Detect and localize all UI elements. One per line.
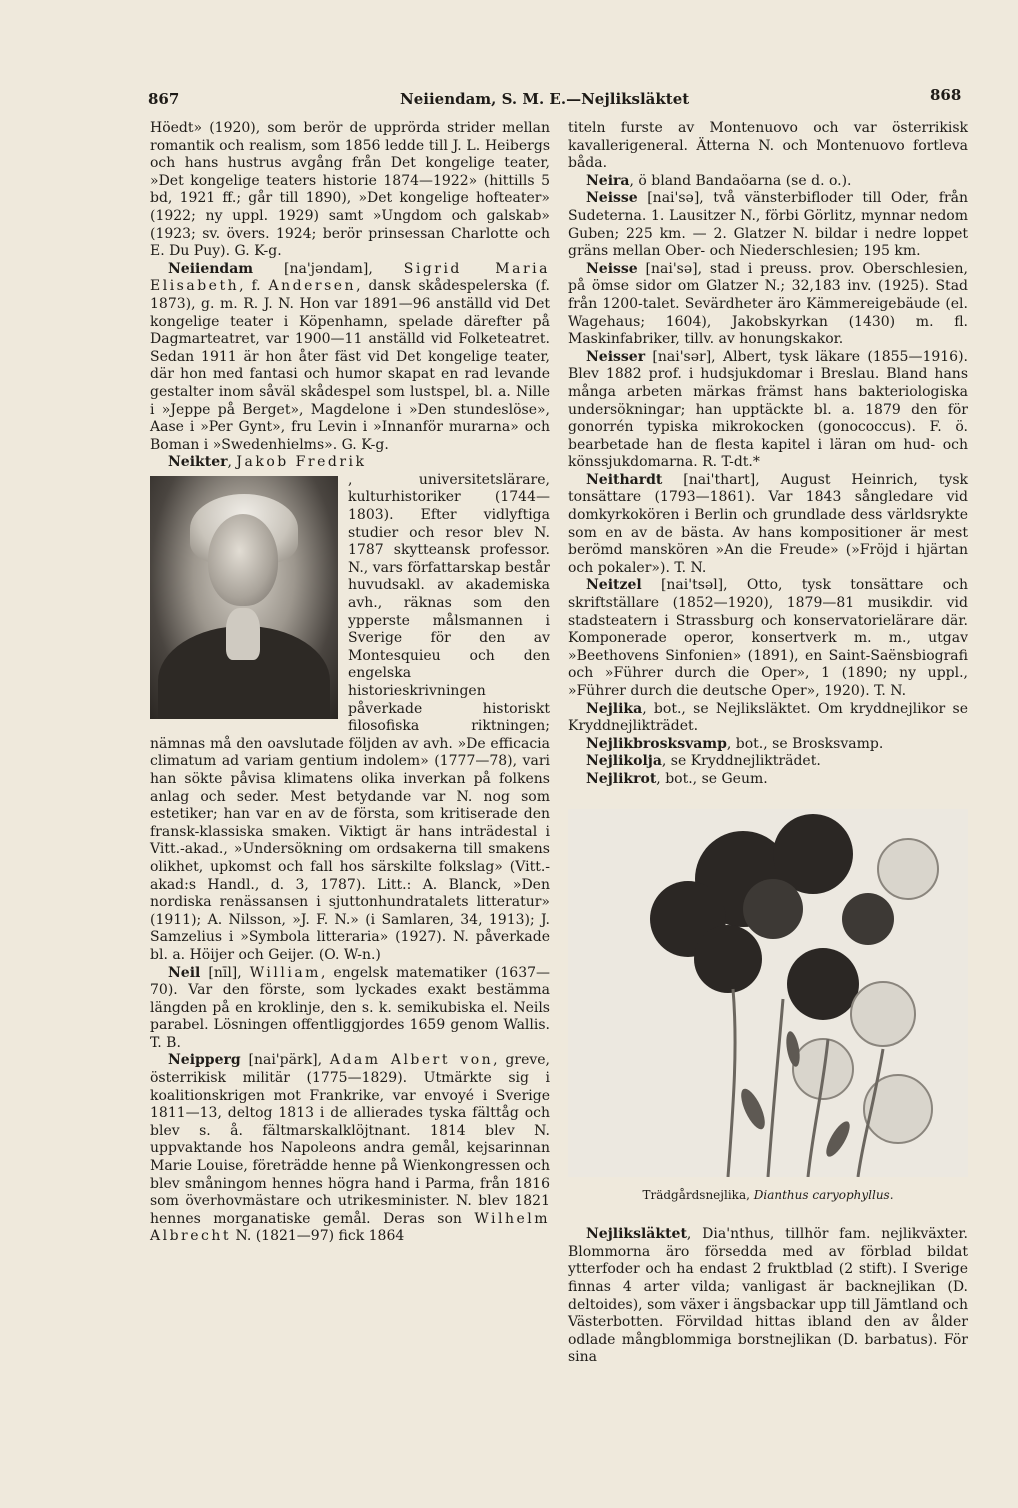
right-page-number: 868 (930, 86, 962, 104)
entry-text: , f. (239, 278, 269, 295)
right-column (568, 120, 968, 1367)
entry-text: [nai'sə], två vänsterbifloder till Oder, från Sudeterna. 1. Lausitzer N., förbi Görlitz, mynnar nedom Guben; 225 km. — 2. Glatzer N. bildar i nedre loppet gräns mellan Ober- och Niederschlesien; 195 km. (568, 190, 968, 260)
entry-neiiendam (150, 261, 550, 455)
headword: Nejlikrot (586, 770, 657, 787)
carnation-photo (568, 809, 968, 1177)
headword: Neil (168, 964, 201, 981)
headword: Nejlikolja (586, 753, 662, 770)
pronunciation: [nīl], (200, 964, 250, 981)
headword: Neira (586, 172, 630, 189)
entry-nejlikrot (568, 771, 968, 789)
entry-text: [nai'sər], Albert, tysk läkare (1855—1916). Blev 1882 prof. i hudsjukdomar i Breslau. Bland hans många arbeten märkas främst hans bakteriologiska undersökningar; han upptäckte bl. a. 1879 den för gonorrén typiska mikrokocken (gonococcus). F. ö. bearbetade han de flesta kapitel i läran om hud- och könssjukdomarna. R. T-dt.* (568, 348, 968, 471)
entry-text: , engelsk matematiker (1637—70). Var den förste, som lyckades exakt bestämma längden på en kroklinje, den s. k. semikubiska el. Neils parabel. Lösningen offentliggjordes 1659 genom Wallis. T. B. (150, 964, 551, 1051)
carnation-illustration (568, 809, 968, 1177)
headword: Neitzel (586, 577, 642, 594)
neikter-portrait-image (150, 476, 338, 719)
headword: Neipperg (168, 1052, 241, 1069)
entry-text: , dansk skådespelerska (f. 1873), g. m. R. J. N. Hon var 1891—96 anställd vid Det kongelige teater i Köpenhamn, spelade därefter på Dagmarteatret, var 1900—11 anställd vid Folketeatret. Sedan 1911 är hon åter fäst vid Det kongelige teater, där hon med fantasi och humor skapat en rad levande gestalter inom såväl skådespel som lustspel, bl. a. Nille i »Jeppe på Berget», Magdelone i »Den stundeslöse», Aase i »Per Gynt», fru Levin i »Innanför murarna» och Boman i »Swedenhielms». G. K-g. (150, 278, 550, 453)
person-name: Jakob Fredrik (236, 454, 367, 471)
headword: Nejliksläktet (586, 1226, 687, 1243)
entry-neisse-river (568, 190, 968, 260)
headword: Nejlikbrosksvamp (586, 735, 727, 752)
headword: Neikter (168, 454, 228, 471)
entry-neipperg (150, 1052, 550, 1246)
entry-text: [nai'sə], stad i preuss. prov. Oberschlesien, på ömse sidor om Glatzer N.; 32,183 inv. (1925). Stad från 1200-talet. Sevärdheter äro Kämmereigebäude (el. Wagehaus; 1604), Jakobskyrkan (1430) m. fl. Maskinfabriker, tillv. av honungskakor. (568, 260, 968, 348)
left-column (150, 120, 550, 1246)
headword: Neithardt (586, 471, 663, 488)
entry-neithardt (568, 472, 968, 578)
photo-caption (568, 1187, 968, 1205)
entry-text: [nai'thart], August Heinrich, tysk tonsättare (1793—1861). Var 1843 sångledare vid domkyrkokören i Berlin och grundlade dess världsrykte som en av de bästa. Av hans kompositioner är mest berömd manskören »An die Freude» (»Fröjd i hjärtan och pokaler»). T. N. (568, 471, 968, 576)
entry-text: N. (1821—97) fick 1864 (231, 1228, 405, 1245)
entry-neira (568, 173, 968, 191)
page-header-title: Neiiendam, S. M. E.—Nejliksläktet (400, 90, 690, 108)
entry-text: , ö bland Bandaöarna (se d. o.). (629, 172, 852, 189)
entry-neikter: Neikter, Jakob Fredrik (168, 454, 367, 471)
headword: Neisse (586, 190, 638, 207)
entry-neisser (568, 349, 968, 472)
caption-species: Dianthus caryophyllus. (753, 1187, 894, 1202)
person-name: Adam Albert von (329, 1052, 494, 1069)
entry-nejliksläktet (568, 1226, 968, 1367)
entry-text: [nai'tsəl], Otto, tysk tonsättare och skriftställare (1852—1920), 1879—81 musikdir. vid stadsteatern i Strassburg och konservatorielärare där. Komponerade operor, konsertverk m. m., utgav »Beethovens Sinfonien» (1891), en Saint-Saënsbiografi och »Führer durch die Oper», 1 (1890; ny uppl., »Führer durch die deutsche Oper», 1920). T. N. (568, 577, 968, 699)
entry-text: , Dia'nthus, tillhör fam. nejlikväxter. Blommorna äro försedda med av förblad bildat ytterfoder och ha endast 2 fruktblad (2 stift). I Sverige finnas 4 arter vilda; vanligast är backnejlikan (D. deltoides), som växer i ängsbackar upp till Jämtland och Västerbotten. Förvildad hittas ibland den av ålder odlade mångblommiga borstnejlikan (D. barbatus). För sina (568, 1226, 968, 1366)
pronunciation: [nai'pärk], (240, 1052, 330, 1069)
son-name: Wilhelm Albrecht (150, 1210, 550, 1245)
entry-text: , se Kryddnejlikträdet. (661, 753, 821, 770)
headword: Neisser (586, 348, 646, 365)
headword: Nejlika (586, 700, 643, 717)
person-name: Sigrid Maria Elisabeth (150, 260, 550, 295)
caption-text: Trädgårdsnejlika, (642, 1187, 754, 1202)
headword: Neisse (586, 260, 638, 277)
left-page-number: 867 (148, 90, 180, 108)
entry-text: , bot., se Nejliksläktet. Om kryddnejlikor se Kryddnejlikträdet. (568, 700, 968, 735)
entry-neitzel (568, 577, 968, 700)
entry-text: , bot., se Geum. (656, 770, 768, 787)
entry-nejlika (568, 701, 968, 736)
entry-nejlikbrosksvamp (568, 736, 968, 754)
maiden-name: Andersen (268, 278, 357, 295)
entry-continuation: titeln furste av Montenuovo och var österrikisk kavallerigeneral. Ätterna N. och Montenuovo fortleva båda. (568, 120, 968, 172)
entry-continuation: Höedt» (1920), som berör de upprörda strider mellan romantik och realism, som 1856 ledde till J. L. Heibergs och hans hustrus avgång från Det kongelige teater, »Det kongelige teaters historie 1874—1922» (hittills 5 bd, 1921 ff.; går till 1890), »Det kongelige hofteater» (1922; ny uppl. 1929) samt »Ungdom och galskab» (1923; sv. övers. 1924; berör prinsessan Charlotte och E. Du Puy). G. K-g. (150, 120, 550, 260)
headword: Neiiendam (168, 260, 254, 277)
entry-text: , bot., se Brosksvamp. (726, 735, 884, 752)
entry-neil (150, 965, 550, 1053)
pronunciation: [na'jəndam], (253, 260, 404, 277)
entry-neisse-city (568, 261, 968, 349)
entry-text: , greve, österrikisk militär (1775—1829). Utmärkte sig i koalitionskrigen mot Frankrike, var envoyé i Sverige 1811—13, deltog 1813 i de allierades tyska fälttåg och blev s. å. fältmarskalklöjtnant. 1814 blev N. uppvaktande hos Napoleons andra gemål, kejsarinnan Marie Louise, företrädde henne på Wienkongressen och blev småningom hennes högra hand i Parma, från 1816 som överhovmästare och utrikesminister. N. blev 1821 hennes morganatiske gemål. Deras son (150, 1052, 550, 1227)
person-name: William (249, 964, 321, 981)
entry-neikter-text: , universitetslärare, kulturhistoriker (1744—1803). Efter vidlyftiga studier och resor blev N. 1787 skytteansk professor. N., vars författarskap består huvudsakl. av akademiska avh., räknas som den ypperste målsmannen i Sverige för den av Montesquieu och den engelska historieskrivningen påverkade historiskt filosofiska riktningen; nämnas må den oavslutade följden av avh. »De efficacia climatum ad variam gentium indolem» (1777—78), vari han sökte påvisa klimatens olika inverkan på folkens anlag och seder. Mest betydande var N. nog som estetiker; han var en av de första, som kritiserade den fransk-klassiska smaken. Viktigt är hans inträdestal i Vitt.-akad., »Undersökning om ordsakerna till smakens olikhet, upkomst och fall hos särskilte folkslag» (Vitt.-akad:s Handl., d. 3, 1787). Litt.: A. Blanck, »Den nordiska renässansen i sjuttonhundratalets litteratur» (1911); A. Nilsson, »J. F. N.» (i Samlaren, 34, 1913); J. Samzelius i »Symbola litteraria» (1927). N. påverkade bl. a. Höijer och Geijer. (O. W-n.) (150, 471, 550, 963)
entry-nejlikolja (568, 753, 968, 771)
